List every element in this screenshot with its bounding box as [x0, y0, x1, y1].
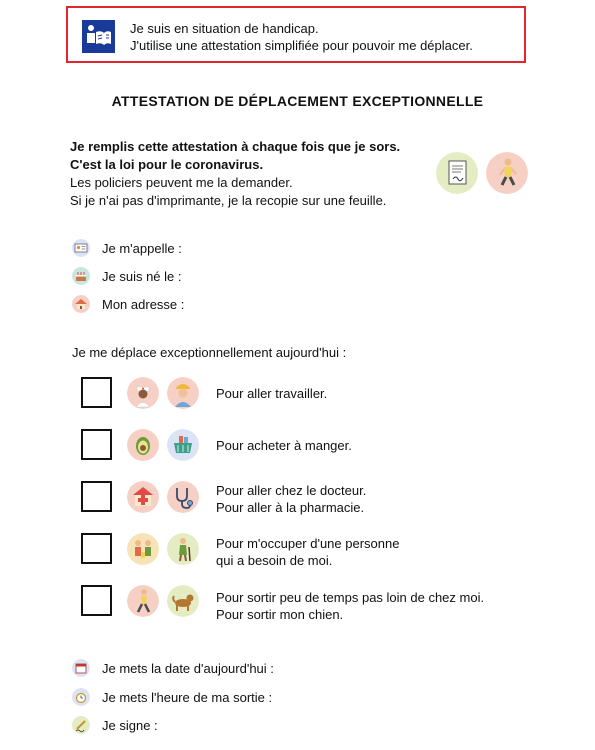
reason-care — [216, 535, 399, 569]
family-icon — [127, 533, 159, 565]
identity-label-address: Mon adresse : — [102, 296, 185, 312]
reason-walk-line-1: Pour sortir peu de temps pas loin de chez moi. — [216, 590, 485, 605]
reason-care-line-2: qui a besoin de moi. — [216, 553, 333, 568]
footer-row-date — [72, 657, 274, 679]
reason-walk-line-2: Pour sortir mon chien. — [216, 607, 344, 622]
notice-line-1: Je suis en situation de handicap. — [130, 21, 319, 36]
birthday-cake-icon — [72, 267, 90, 285]
reason-work-line-1: Pour aller travailler. — [216, 386, 328, 401]
reason-health-line-2: Pour aller à la pharmacie. — [216, 500, 365, 515]
document-icon — [436, 152, 478, 194]
identity-row-name — [72, 237, 182, 259]
checkbox-food[interactable] — [81, 429, 112, 460]
identity-row-birth — [72, 265, 182, 287]
reason-food-line-1: Pour acheter à manger. — [216, 438, 352, 453]
nurse-icon — [127, 377, 159, 409]
footer-label-date: Je mets la date d'aujourd'hui : — [102, 660, 274, 676]
reason-work — [216, 385, 327, 402]
signature-pen-icon — [72, 716, 90, 734]
footer-row-sign — [72, 714, 158, 736]
checkbox-work[interactable] — [81, 377, 112, 408]
shopping-basket-icon — [167, 429, 199, 461]
notice-line-2: J'utilise une attestation simplifiée pour pouvoir me déplacer. — [130, 38, 473, 53]
checkbox-care[interactable] — [81, 533, 112, 564]
notice-text — [130, 20, 473, 54]
intro-line-3: Les policiers peuvent me la demander. — [70, 175, 293, 190]
checkbox-health[interactable] — [81, 481, 112, 512]
intro-text — [70, 138, 400, 210]
dog-icon — [167, 585, 199, 617]
identity-row-address — [72, 293, 184, 315]
intro-bold-line-2: C'est la loi pour le coronavirus. — [70, 157, 264, 172]
id-card-icon — [72, 239, 90, 257]
construction-worker-icon — [167, 377, 199, 409]
easy-read-icon — [82, 20, 115, 53]
elderly-person-icon — [167, 533, 199, 565]
walking-person-icon — [127, 585, 159, 617]
footer-label-sign: Je signe : — [102, 717, 158, 733]
footer-row-time — [72, 686, 272, 708]
reason-food — [216, 437, 352, 454]
pharmacy-icon — [127, 481, 159, 513]
walking-person-icon — [486, 152, 528, 194]
easy-read-notice — [66, 6, 526, 63]
calendar-icon — [72, 659, 90, 677]
reason-walk — [216, 589, 484, 623]
reason-health-line-1: Pour aller chez le docteur. — [216, 483, 367, 498]
alarm-clock-icon — [72, 688, 90, 706]
intro-line-4: Si je n'ai pas d'imprimante, je la recopie sur une feuille. — [70, 193, 387, 208]
intro-bold-line-1: Je remplis cette attestation à chaque fois que je sors. — [70, 139, 401, 154]
stethoscope-icon — [167, 481, 199, 513]
reason-health — [216, 482, 366, 516]
checkbox-walk[interactable] — [81, 585, 112, 616]
house-icon — [72, 295, 90, 313]
footer-label-time: Je mets l'heure de ma sortie : — [102, 689, 273, 705]
identity-label-birth: Je suis né le : — [102, 268, 182, 284]
identity-label-name: Je m'appelle : — [102, 240, 182, 256]
reason-care-line-1: Pour m'occuper d'une personne — [216, 536, 400, 551]
page-title: ATTESTATION DE DÉPLACEMENT EXCEPTIONNELLE — [111, 93, 484, 109]
move-intro: Je me déplace exceptionnellement aujourd'hui : — [72, 345, 347, 360]
avocado-icon — [127, 429, 159, 461]
